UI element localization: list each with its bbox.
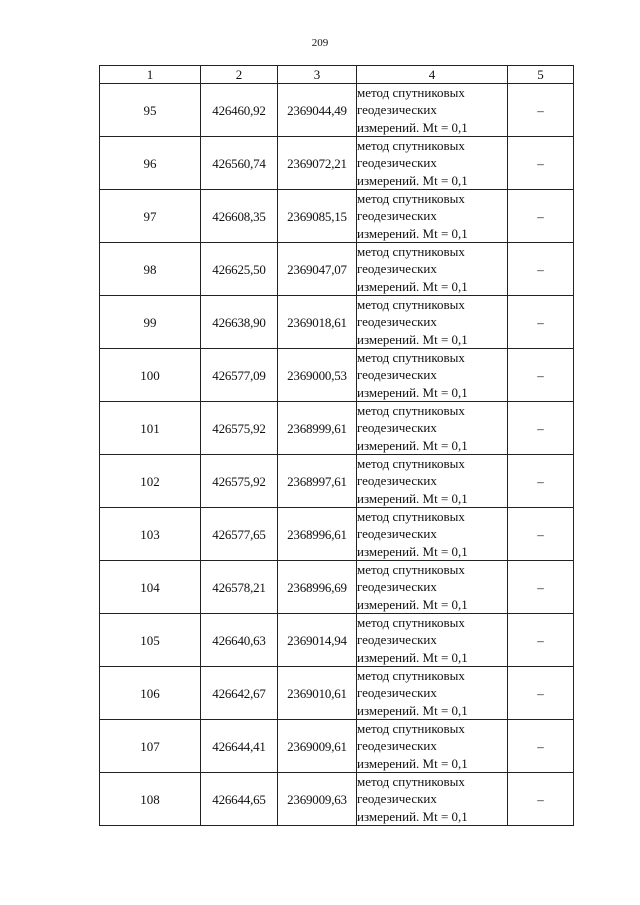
note-cell: – [508,614,574,667]
table-row [100,561,574,614]
x-coordinate-cell: 426578,21 [201,561,278,614]
method-line: геодезических [357,208,437,224]
point-number-cell: 103 [100,508,201,561]
method-cell [357,243,508,296]
method-line: измерений. Mt = 0,1 [357,490,468,506]
method-line: измерений. Mt = 0,1 [357,755,468,771]
y-coordinate-cell: 2368999,61 [278,402,357,455]
method-line: геодезических [357,473,437,489]
method-line: измерений. Mt = 0,1 [357,384,468,400]
note-cell: – [508,402,574,455]
x-coordinate-cell: 426575,92 [201,402,278,455]
method-line: метод спутниковых [357,138,465,153]
method-line: метод спутниковых [357,85,465,100]
y-coordinate-cell: 2369009,61 [278,720,357,773]
header-col-2: 2 [201,66,278,84]
method-line: геодезических [357,526,437,542]
method-line: измерений. Mt = 0,1 [357,808,468,824]
note-cell: – [508,137,574,190]
note-cell: – [508,349,574,402]
x-coordinate-cell: 426460,92 [201,84,278,137]
method-cell [357,667,508,720]
method-cell [357,455,508,508]
method-line: геодезических [357,791,437,807]
header-col-5: 5 [508,66,574,84]
method-cell [357,773,508,826]
method-line: метод спутниковых [357,668,465,683]
x-coordinate-cell: 426577,65 [201,508,278,561]
note-cell: – [508,243,574,296]
point-number-cell: 100 [100,349,201,402]
point-number-cell: 102 [100,455,201,508]
table-row [100,508,574,561]
coordinates-table [99,65,574,826]
y-coordinate-cell: 2369072,21 [278,137,357,190]
method-cell [357,561,508,614]
y-coordinate-cell: 2369085,15 [278,190,357,243]
y-coordinate-cell: 2369044,49 [278,84,357,137]
method-line: геодезических [357,155,437,171]
method-line: метод спутниковых [357,721,465,736]
method-line: метод спутниковых [357,509,465,524]
note-cell: – [508,561,574,614]
method-line: геодезических [357,738,437,754]
point-number-cell: 95 [100,84,201,137]
y-coordinate-cell: 2368997,61 [278,455,357,508]
method-line: измерений. Mt = 0,1 [357,649,468,665]
method-line: измерений. Mt = 0,1 [357,437,468,453]
note-cell: – [508,508,574,561]
point-number-cell: 101 [100,402,201,455]
y-coordinate-cell: 2368996,69 [278,561,357,614]
method-line: метод спутниковых [357,297,465,312]
x-coordinate-cell: 426644,41 [201,720,278,773]
method-cell [357,296,508,349]
x-coordinate-cell: 426640,63 [201,614,278,667]
method-line: геодезических [357,314,437,330]
table-row [100,137,574,190]
method-line: геодезических [357,579,437,595]
header-col-1: 1 [100,66,201,84]
table-row [100,84,574,137]
method-cell [357,402,508,455]
point-number-cell: 106 [100,667,201,720]
x-coordinate-cell: 426575,92 [201,455,278,508]
table-row [100,773,574,826]
point-number-cell: 96 [100,137,201,190]
method-line: измерений. Mt = 0,1 [357,278,468,294]
header-col-4: 4 [357,66,508,84]
y-coordinate-cell: 2369047,07 [278,243,357,296]
method-cell [357,349,508,402]
method-line: геодезических [357,685,437,701]
point-number-cell: 97 [100,190,201,243]
table-row [100,349,574,402]
note-cell: – [508,296,574,349]
y-coordinate-cell: 2369014,94 [278,614,357,667]
x-coordinate-cell: 426642,67 [201,667,278,720]
method-cell [357,190,508,243]
method-cell [357,720,508,773]
x-coordinate-cell: 426638,90 [201,296,278,349]
y-coordinate-cell: 2369009,63 [278,773,357,826]
y-coordinate-cell: 2369018,61 [278,296,357,349]
page-number: 209 [311,37,329,49]
point-number-cell: 99 [100,296,201,349]
method-line: метод спутниковых [357,350,465,365]
method-line: геодезических [357,261,437,277]
method-line: метод спутниковых [357,244,465,259]
note-cell: – [508,773,574,826]
table-row [100,402,574,455]
method-line: метод спутниковых [357,562,465,577]
method-line: геодезических [357,102,437,118]
note-cell: – [508,720,574,773]
table-row [100,455,574,508]
method-line: измерений. Mt = 0,1 [357,119,468,135]
method-line: измерений. Mt = 0,1 [357,596,468,612]
table-row [100,190,574,243]
method-line: метод спутниковых [357,774,465,789]
x-coordinate-cell: 426625,50 [201,243,278,296]
method-line: геодезических [357,420,437,436]
y-coordinate-cell: 2369000,53 [278,349,357,402]
method-cell [357,84,508,137]
x-coordinate-cell: 426608,35 [201,190,278,243]
point-number-cell: 98 [100,243,201,296]
method-line: метод спутниковых [357,191,465,206]
point-number-cell: 108 [100,773,201,826]
method-cell [357,137,508,190]
method-line: измерений. Mt = 0,1 [357,172,468,188]
table-body [100,84,574,826]
method-line: метод спутниковых [357,615,465,630]
method-line: измерений. Mt = 0,1 [357,702,468,718]
method-cell [357,614,508,667]
method-line: метод спутниковых [357,403,465,418]
method-cell [357,508,508,561]
note-cell: – [508,455,574,508]
note-cell: – [508,667,574,720]
note-cell: – [508,84,574,137]
table-row [100,720,574,773]
method-line: метод спутниковых [357,456,465,471]
point-number-cell: 107 [100,720,201,773]
method-line: измерений. Mt = 0,1 [357,331,468,347]
method-line: геодезических [357,367,437,383]
table-row [100,614,574,667]
table-row [100,667,574,720]
x-coordinate-cell: 426577,09 [201,349,278,402]
y-coordinate-cell: 2369010,61 [278,667,357,720]
header-col-3: 3 [278,66,357,84]
x-coordinate-cell: 426644,65 [201,773,278,826]
note-cell: – [508,190,574,243]
point-number-cell: 104 [100,561,201,614]
x-coordinate-cell: 426560,74 [201,137,278,190]
y-coordinate-cell: 2368996,61 [278,508,357,561]
table-header-row [100,66,574,84]
method-line: измерений. Mt = 0,1 [357,543,468,559]
method-line: геодезических [357,632,437,648]
point-number-cell: 105 [100,614,201,667]
table-row [100,296,574,349]
table-row [100,243,574,296]
method-line: измерений. Mt = 0,1 [357,225,468,241]
